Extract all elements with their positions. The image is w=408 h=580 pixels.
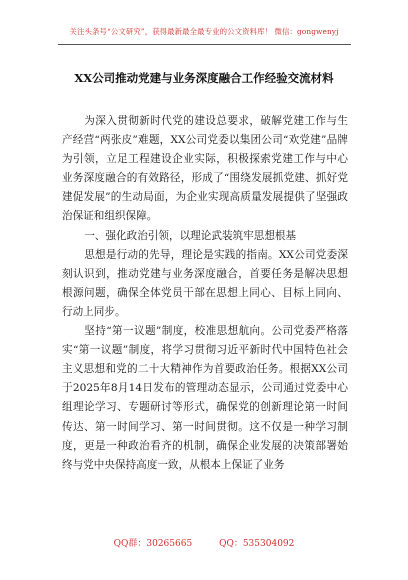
contact-footer [0, 536, 408, 549]
header-divider [58, 44, 351, 45]
document-body [62, 112, 348, 475]
section-heading-1: 一、强化政治引领，以理论武装筑牢思想根基 [84, 229, 297, 242]
document-title: XX公司推动党建与业务深度融合工作经验交流材料 [74, 71, 334, 85]
paragraph-intro: 为深入贯彻新时代党的建设总要求，破解党建工作与生产经营“两张皮”难题，XX公司党委以集团公司“欢党建”品牌为引领，立足工程建设企业实际，积极探索党建工作与中心业务深度融合的有效路径，形成了“围绕发展抓党建、抓好党建促发展”的生动局面，为企业实现高质量发展提供了坚强政治保证和组织保障。 [62, 115, 348, 223]
paragraph-first-agenda: 坚持“第一议题”制度，校准思想航向。公司党委严格落实“第一议题”制度，将学习贯彻习近平新时代中国特色社会主义思想和党的二十大精神作为首要政治任务。根据XX公司于2025年8月14日发布的管理动态显示，公司通过党委中心组理论学习、专题研讨等形式，确保党的创新理论第一时间传达、第一时间学习、第一时间贯彻。这不仅是一种学习制度，更是一种政治看齐的机制，确保企业发展的决策部署始终与党中央保持高度一致，从根本上保证了业务 [62, 325, 348, 471]
qq-group-number: QQ群：30265665 [113, 539, 193, 549]
qq-number: QQ：535304092 [219, 539, 295, 549]
paragraph-section-1: 思想是行动的先导，理论是实践的指南。XX公司党委深刻认识到，推动党建与业务深度融合，首要任务是解决思想根源问题，确保全体党员干部在思想上同心、目标上同向、行动上同步。 [62, 248, 348, 318]
promo-header: 关注头条号“公文研究”，获得最新最全最专业的公文资料库！ 微信：gongwenyj [69, 27, 339, 36]
